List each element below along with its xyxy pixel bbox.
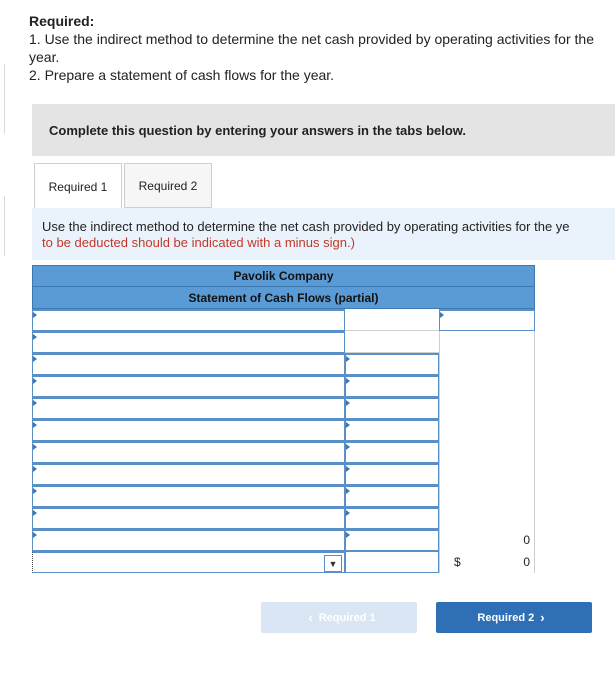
company-name: Pavolik Company <box>233 269 334 283</box>
instructions-text: Use the indirect method to determine the net cash provided by operating activities for the ye <box>42 219 570 234</box>
worksheet-rows <box>32 309 535 573</box>
statement-title: Statement of Cash Flows (partial) <box>188 290 379 305</box>
amount-cell <box>439 441 535 463</box>
left-margin-bar <box>0 196 5 256</box>
table-row <box>32 507 535 529</box>
next-required-2-button[interactable] <box>436 602 592 633</box>
next-button-label: Required 2 <box>477 611 535 624</box>
required-item-1: 1. Use the indirect method to determine the net cash provided by operating activities for the year. <box>29 31 594 65</box>
currency-symbol: $ <box>454 555 461 569</box>
line-item-input[interactable] <box>32 507 345 529</box>
banner-text: Complete this question by entering your answers in the tabs below. <box>49 122 467 138</box>
table-row <box>32 375 535 397</box>
chevron-down-icon[interactable]: ▼ <box>324 555 342 572</box>
net-cash-label-select[interactable] <box>32 551 345 573</box>
question-banner <box>32 104 615 156</box>
table-row <box>32 331 535 353</box>
required-title: Required: <box>29 13 95 29</box>
amount-cell <box>439 397 535 419</box>
net-cash-total-cell <box>439 551 535 573</box>
amount-cell <box>439 419 535 441</box>
table-row <box>32 353 535 375</box>
company-name-header <box>32 265 535 287</box>
table-row <box>32 419 535 441</box>
amount-cell <box>439 353 535 375</box>
adjustment-input[interactable] <box>345 463 439 485</box>
adjustment-input[interactable] <box>345 353 439 375</box>
table-row <box>32 309 535 331</box>
line-item-input[interactable] <box>32 309 345 331</box>
amount-cell <box>439 463 535 485</box>
amount-cell <box>439 331 535 353</box>
amount-input[interactable] <box>439 309 535 331</box>
tab-required-1[interactable] <box>34 163 122 209</box>
adjustment-input[interactable] <box>345 507 439 529</box>
line-item-input[interactable] <box>32 485 345 507</box>
line-item-input[interactable] <box>32 441 345 463</box>
line-item-input[interactable] <box>32 419 345 441</box>
line-item-input[interactable] <box>32 397 345 419</box>
line-item-input[interactable] <box>32 331 345 353</box>
instructions-note: to be deducted should be indicated with a minus sign.) <box>42 235 355 250</box>
adjustment-input[interactable] <box>345 551 439 573</box>
table-row <box>32 485 535 507</box>
required-item-2: 2. Prepare a statement of cash flows for the year. <box>29 67 335 83</box>
chevron-left-icon: ‹ <box>308 610 313 625</box>
statement-title-header <box>32 287 535 309</box>
amount-cell <box>439 485 535 507</box>
line-item-input[interactable] <box>32 375 345 397</box>
tab-label: Required 1 <box>48 179 108 194</box>
table-row <box>32 551 535 573</box>
left-margin-bar <box>0 64 5 134</box>
table-row <box>32 441 535 463</box>
table-row <box>32 529 535 551</box>
adjustment-input[interactable] <box>345 419 439 441</box>
required-instructions <box>29 12 615 84</box>
table-row <box>32 397 535 419</box>
subtotal-value: 0 <box>523 533 530 547</box>
line-item-input[interactable] <box>32 529 345 551</box>
instructions-panel <box>32 208 615 260</box>
line-item-input[interactable] <box>32 463 345 485</box>
subtotal-cell <box>439 529 535 551</box>
cash-flow-worksheet <box>32 265 535 573</box>
net-cash-total-value: 0 <box>523 555 530 569</box>
prev-required-1-button[interactable] <box>261 602 417 633</box>
adjustment-input[interactable] <box>345 441 439 463</box>
tab-required-2[interactable] <box>124 163 212 208</box>
adjustment-input[interactable] <box>345 485 439 507</box>
line-item-input[interactable] <box>32 353 345 375</box>
amount-cell <box>439 507 535 529</box>
tab-label: Required 2 <box>138 178 198 193</box>
adjustment-input[interactable] <box>345 397 439 419</box>
chevron-right-icon: › <box>540 610 545 625</box>
prev-button-label: Required 1 <box>318 611 376 624</box>
amount-cell <box>439 375 535 397</box>
adjustment-input[interactable] <box>345 375 439 397</box>
table-row <box>32 463 535 485</box>
adjustment-input[interactable] <box>345 529 439 551</box>
